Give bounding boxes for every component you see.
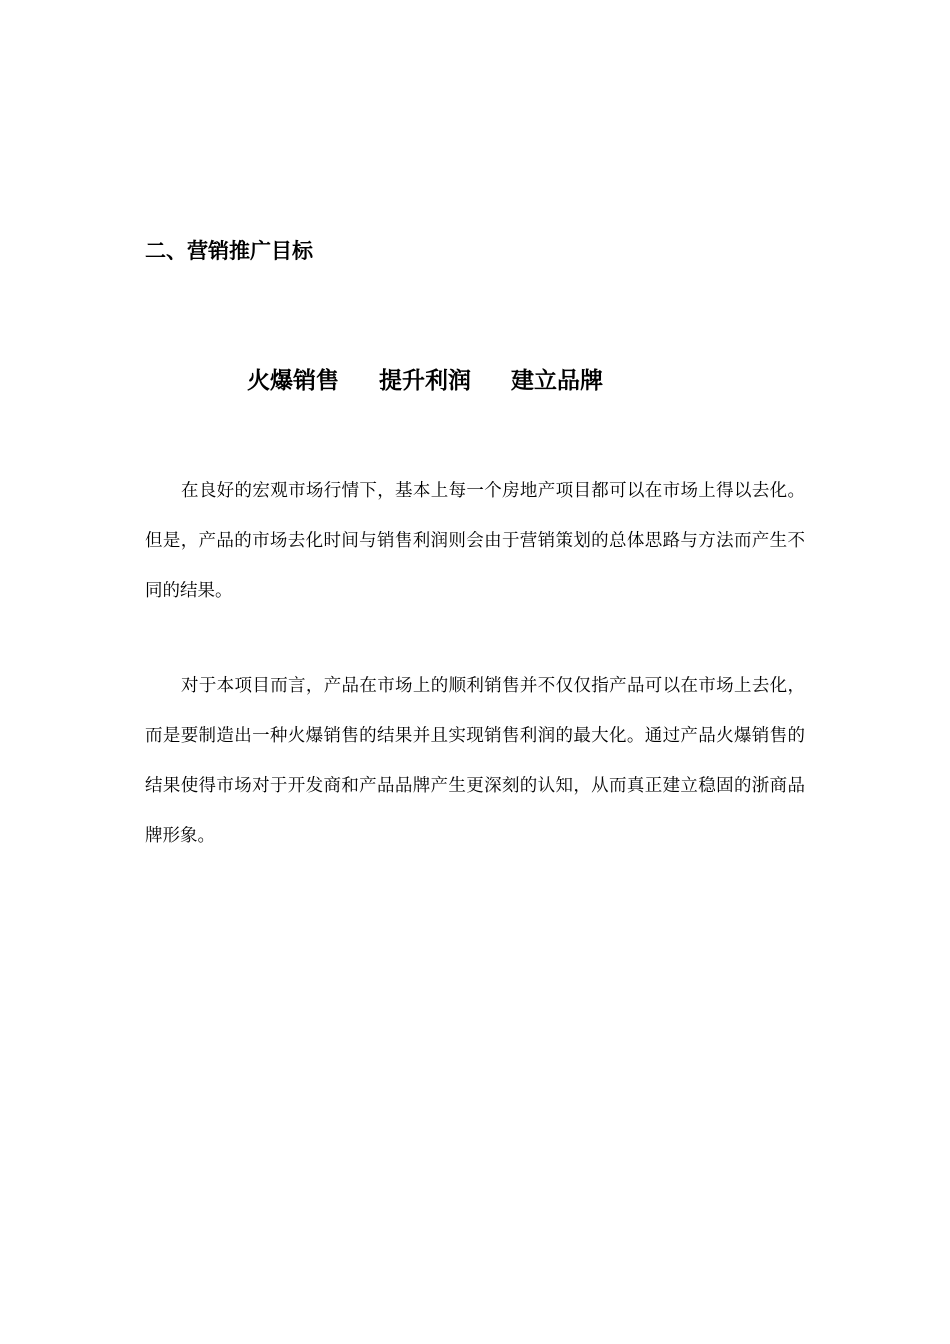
- slogan-raise-profit: 提升利润: [379, 367, 471, 394]
- section-heading: 二、营销推广目标: [145, 239, 313, 263]
- body-paragraph-market-context: 在良好的宏观市场行情下，基本上每一个房地产项目都可以在市场上得以去化。但是，产品的市场去化时间与销售利润则会由于营销策划的总体思路与方法而产生不同的结果。: [145, 481, 805, 601]
- slogan-hot-sales: 火爆销售: [247, 367, 339, 394]
- slogan-build-brand: 建立品牌: [511, 367, 603, 394]
- slogan-row: [247, 360, 603, 396]
- body-paragraph-project-goal: 对于本项目而言，产品在市场上的顺利销售并不仅仅指产品可以在市场上去化，而是要制造出一种火爆销售的结果并且实现销售利润的最大化。通过产品火爆销售的结果使得市场对于开发商和产品品牌产生更深刻的认知，从而真正建立稳固的浙商品牌形象。: [145, 676, 805, 846]
